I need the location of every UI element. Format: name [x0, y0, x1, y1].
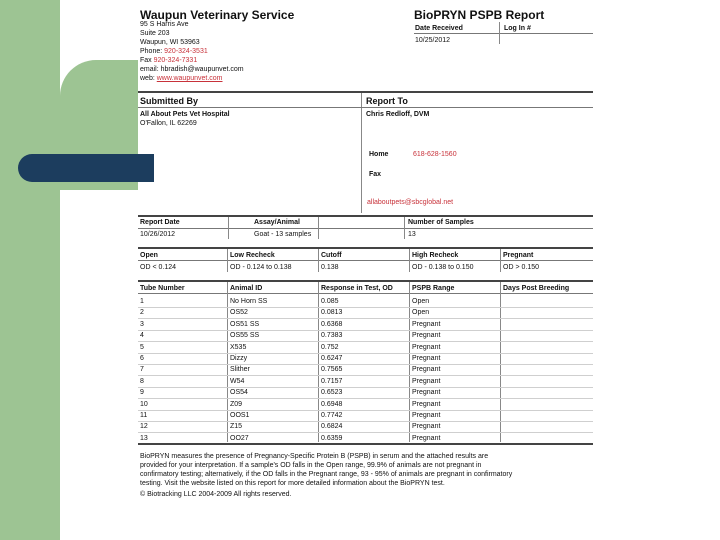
- results-cell-animal-id: Dizzy: [230, 355, 248, 362]
- results-cell-animal-id: OO27: [230, 434, 249, 442]
- report-document: [138, 0, 596, 540]
- results-cell-animal-id: OOS1: [230, 412, 250, 419]
- results-cell-tube-number: 8: [140, 377, 144, 385]
- results-cell-tube-number: 11: [140, 412, 148, 419]
- clinic-web-row: [140, 74, 223, 83]
- log-in-label: Log In #: [504, 25, 531, 32]
- results-header-animal: Animal ID: [230, 285, 263, 292]
- submitted-city: O'Fallon, IL 62269: [140, 120, 197, 127]
- results-cell-pspb-range: Pregnant: [412, 412, 441, 419]
- range-open: OD < 0.124: [140, 264, 176, 271]
- range-low-recheck: OD - 0.124 to 0.138: [230, 264, 292, 271]
- results-rule-top: [138, 280, 593, 282]
- ranges-rule-mid: [138, 260, 593, 261]
- report-to-fax-label: Fax: [369, 171, 382, 178]
- range-cutoff: 0.138: [321, 264, 339, 271]
- summary-rule-mid: [138, 228, 593, 229]
- results-cell-response-od: 0.6359: [321, 434, 343, 442]
- results-divider-4: [500, 282, 501, 442]
- results-cell-response-od: 0.6824: [321, 423, 343, 431]
- results-cell-animal-id: W54: [230, 377, 245, 385]
- results-cell-tube-number: 4: [140, 332, 144, 340]
- results-cell-pspb-range: Pregnant: [412, 332, 441, 340]
- results-cell-tube-number: 13: [140, 434, 148, 442]
- results-row-rule: [138, 330, 593, 331]
- ranges-divider-4: [500, 249, 501, 272]
- results-cell-tube-number: 2: [140, 309, 144, 317]
- ranges-rule-top: [138, 247, 593, 249]
- clinic-email-label: email:: [140, 66, 159, 73]
- footer-line-1: BioPRYN measures the presence of Pregnancy-Specific Protein B (PSPB) in serum and the attached results are: [140, 453, 489, 460]
- results-cell-response-od: 0.6948: [321, 400, 343, 408]
- results-cell-animal-id: Z09: [230, 400, 243, 408]
- results-header-range: PSPB Range: [412, 285, 455, 292]
- results-row-rule: [138, 375, 593, 376]
- range-high-recheck: OD - 0.138 to 0.150: [412, 264, 474, 271]
- results-cell-response-od: 0.7383: [321, 332, 343, 340]
- results-cell-pspb-range: Pregnant: [412, 320, 441, 328]
- results-cell-pspb-range: Open: [412, 309, 430, 317]
- results-divider-3: [409, 282, 410, 442]
- summary-assay: Goat - 13 samples: [254, 231, 312, 238]
- date-received-label: Date Received: [415, 25, 463, 32]
- results-cell-pspb-range: Pregnant: [412, 355, 441, 362]
- ranges-divider-3: [409, 249, 410, 272]
- submitted-divider: [361, 93, 362, 213]
- summary-header-report-date: Report Date: [140, 219, 180, 226]
- results-header-days: Days Post Breeding: [503, 285, 570, 292]
- results-cell-pspb-range: Pregnant: [412, 389, 441, 397]
- results-cell-pspb-range: Pregnant: [412, 400, 441, 408]
- footer-line-3: confirmatory testing; alternatively, if the OD falls in the Pregnant range, 93 - 95% of animals are pregnant in confirmatory: [140, 471, 513, 478]
- results-cell-tube-number: 3: [140, 320, 144, 328]
- range-header-open: Open: [140, 252, 158, 259]
- results-row-rule: [138, 398, 593, 399]
- clinic-web-label: web:: [140, 75, 155, 82]
- report-header-rule: [414, 33, 593, 34]
- clinic-web-link[interactable]: www.waupunvet.com: [156, 75, 223, 82]
- submitted-by-header: Submitted By: [140, 96, 199, 106]
- results-cell-response-od: 0.6523: [321, 389, 343, 397]
- results-cell-animal-id: Z15: [230, 423, 243, 431]
- results-row-rule: [138, 318, 593, 319]
- results-row-rule: [138, 364, 593, 365]
- results-row-rule: [138, 307, 593, 308]
- results-rule-bottom: [138, 443, 593, 445]
- results-cell-pspb-range: Pregnant: [412, 434, 441, 442]
- results-cell-response-od: 0.085: [321, 298, 339, 305]
- footer-line-4: testing. Visit the website listed on this report for more detailed information about the BioPRYN test.: [140, 480, 445, 487]
- clinic-email[interactable]: hbradish@waupunvet.com: [160, 66, 244, 73]
- summary-report-date: 10/26/2012: [140, 231, 176, 238]
- results-cell-response-od: 0.0813: [321, 309, 343, 317]
- results-row-rule: [138, 387, 593, 388]
- results-row-rule: [138, 410, 593, 411]
- range-header-high-recheck: High Recheck: [412, 252, 459, 259]
- results-cell-tube-number: 5: [140, 343, 144, 351]
- summary-rule-top: [138, 215, 593, 217]
- results-cell-response-od: 0.752: [321, 343, 339, 351]
- summary-header-assay: Assay/Animal: [254, 219, 300, 226]
- results-cell-animal-id: OS54: [230, 389, 248, 397]
- clinic-email-row: [140, 65, 244, 74]
- footer-line-2: provided for your interpretation. If a sample's OD falls in the Open range, 99.9% of animals are not pregnant in: [140, 462, 482, 469]
- results-cell-tube-number: 12: [140, 423, 148, 431]
- results-divider-2: [318, 282, 319, 442]
- results-cell-pspb-range: Pregnant: [412, 377, 441, 385]
- clinic-fax-row: [140, 56, 197, 65]
- summary-divider-3: [404, 217, 405, 239]
- results-row-rule: [138, 353, 593, 354]
- clinic-phone-row: [140, 47, 208, 56]
- report-to-name: Chris Redloff, DVM: [366, 111, 430, 118]
- home-phone: 618-628-1560: [413, 151, 457, 158]
- ranges-divider-1: [227, 249, 228, 272]
- results-divider-1: [227, 282, 228, 442]
- results-cell-response-od: 0.7742: [321, 412, 343, 419]
- range-header-cutoff: Cutoff: [321, 252, 342, 259]
- results-row-rule: [138, 421, 593, 422]
- ranges-divider-2: [318, 249, 319, 272]
- range-header-low-recheck: Low Recheck: [230, 252, 275, 259]
- results-row-rule: [138, 432, 593, 433]
- clinic-name: Waupun Veterinary Service: [140, 8, 295, 22]
- clinic-fax: 920-324-7331: [153, 57, 198, 64]
- clinic-address-2: Suite 203: [140, 30, 170, 37]
- results-cell-pspb-range: Pregnant: [412, 366, 441, 374]
- results-cell-pspb-range: Open: [412, 298, 430, 305]
- range-pregnant: OD > 0.150: [503, 264, 539, 271]
- clinic-address-1: 95 S Harris Ave: [140, 21, 189, 28]
- footer-copyright: © Biotracking LLC 2004-2009 All rights reserved.: [140, 491, 292, 498]
- results-row-rule: [138, 341, 593, 342]
- results-header-response: Response in Test, OD: [321, 285, 393, 292]
- results-cell-animal-id: X535: [230, 343, 247, 351]
- slide-side-bar: [0, 0, 60, 540]
- results-cell-animal-id: No Horn SS: [230, 298, 268, 305]
- results-cell-animal-id: OS55 SS: [230, 332, 260, 340]
- section-rule-sub: [138, 107, 593, 108]
- summary-divider-2: [318, 217, 319, 239]
- results-cell-tube-number: 1: [140, 298, 144, 305]
- report-to-email[interactable]: allaboutpets@sbcglobal.net: [367, 199, 454, 206]
- results-cell-tube-number: 10: [140, 400, 148, 408]
- clinic-phone: 920-324-3531: [164, 48, 208, 55]
- results-cell-tube-number: 6: [140, 355, 144, 362]
- results-cell-animal-id: OS51 SS: [230, 320, 260, 328]
- submitted-name: All About Pets Vet Hospital: [140, 111, 230, 118]
- results-cell-pspb-range: Pregnant: [412, 343, 441, 351]
- results-cell-response-od: 0.7157: [321, 377, 343, 385]
- results-cell-tube-number: 7: [140, 366, 144, 374]
- results-cell-response-od: 0.6368: [321, 320, 343, 328]
- results-cell-pspb-range: Pregnant: [412, 423, 441, 431]
- clinic-address-3: Waupun, WI 53963: [140, 39, 200, 46]
- results-cell-animal-id: OS52: [230, 309, 248, 317]
- range-header-pregnant: Pregnant: [503, 252, 534, 259]
- report-to-header: Report To: [366, 96, 408, 106]
- summary-divider-1: [228, 217, 229, 239]
- summary-samples: 13: [408, 231, 416, 238]
- section-rule-top: [138, 91, 593, 93]
- results-cell-animal-id: Slither: [230, 366, 250, 374]
- results-rule-header: [138, 293, 593, 294]
- results-cell-response-od: 0.6247: [321, 355, 343, 362]
- results-cell-response-od: 0.7565: [321, 366, 343, 374]
- summary-header-samples: Number of Samples: [408, 219, 474, 226]
- results-header-tube: Tube Number: [140, 285, 185, 292]
- clinic-fax-label: Fax: [140, 57, 152, 64]
- home-label: Home: [369, 151, 389, 158]
- slide-side-pill: [18, 154, 154, 182]
- report-header-divider: [499, 22, 500, 44]
- clinic-phone-label: Phone:: [140, 48, 163, 55]
- report-title: BioPRYN PSPB Report: [414, 8, 545, 22]
- date-received: 10/25/2012: [415, 37, 451, 44]
- results-cell-tube-number: 9: [140, 389, 144, 397]
